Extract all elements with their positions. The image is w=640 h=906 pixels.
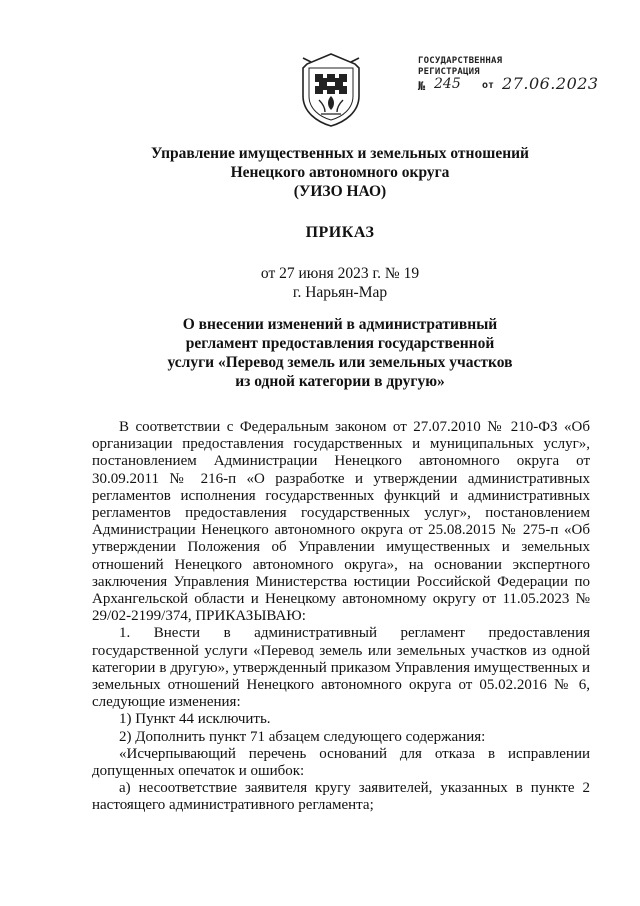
document-type-title: ПРИКАЗ xyxy=(305,224,375,241)
body-paragraph-item-1: 1. Внести в административный регламент предоставления государственной услуги «Перевод земель или земельных участков из одной категории в другую», утвержденный приказом Управления имущественных и земельных отношений Ненецкого автономного округа от 05.02.2016 № 6, следующие изменения: xyxy=(92,625,590,711)
organization-name-line1: Управление имущественных и земельных отношений xyxy=(151,145,529,162)
order-subject-line1: О внесении изменений в административный xyxy=(182,316,498,333)
order-subject-line4: из одной категории в другую» xyxy=(235,373,445,390)
order-subject-line2: регламент предоставления государственной xyxy=(185,335,495,352)
order-subject-line3: услуги «Перевод земель или земельных участков xyxy=(167,354,513,371)
order-subject xyxy=(90,315,590,391)
order-date-number: от 27 июня 2023 г. № 19 xyxy=(260,265,420,282)
registration-number: 245 xyxy=(434,76,461,92)
registration-stamp-line1: ГОСУДАРСТВЕННАЯ xyxy=(418,56,503,66)
order-body xyxy=(92,419,590,815)
registration-stamp-line2: РЕГИСТРАЦИЯ xyxy=(418,67,480,77)
body-paragraph-subitem-2: 2) Дополнить пункт 71 абзацем следующего содержания: xyxy=(119,728,486,745)
order-place: г. Нарьян-Мар xyxy=(292,284,388,301)
registration-ot-label: от xyxy=(482,80,495,91)
coat-of-arms-emblem xyxy=(297,52,365,128)
registration-date: 27.06.2023 xyxy=(502,74,599,93)
body-paragraph-quote-intro: «Исчерпывающий перечень оснований для отказа в исправлении допущенных опечаток и ошибок: xyxy=(92,745,590,780)
body-paragraph-subitem-1: 1) Пункт 44 исключить. xyxy=(119,711,271,728)
organization-name-line3: (УИЗО НАО) xyxy=(293,183,387,200)
organization-name xyxy=(90,144,590,201)
body-paragraph-subitem-a: а) несоответствие заявителя кругу заявителей, указанных в пункте 2 настоящего административного регламента; xyxy=(92,780,590,814)
organization-name-line2: Ненецкого автономного округа xyxy=(230,164,450,181)
body-paragraph-preamble: В соответствии с Федеральным законом от 27.07.2010 № 210-ФЗ «Об организации предоставления государственных и муниципальных услуг», постановлением Администрации Ненецкого автономного округа от 30.09.2011 № 216-п «О разработке и утверждении административных регламентов исполнения государственных функций и административных регламентов предоставления государственных услуг», постановлением Администрации Ненецкого автономного округа от 25.08.2015 № 275-п «Об утверждении Положения об Управлении имущественных и земельных отношений Ненецкого автономного округа», на основании экспертного заключения Управления Министерства юстиции Российской Федерации по Архангельской области и Ненецкому автономному округу от 11.05.2023 № 29/02-2199/374, ПРИКАЗЫВАЮ: xyxy=(92,419,590,625)
order-meta xyxy=(90,264,590,302)
registration-stamp xyxy=(418,56,618,104)
registration-number-mark: № xyxy=(418,79,426,93)
